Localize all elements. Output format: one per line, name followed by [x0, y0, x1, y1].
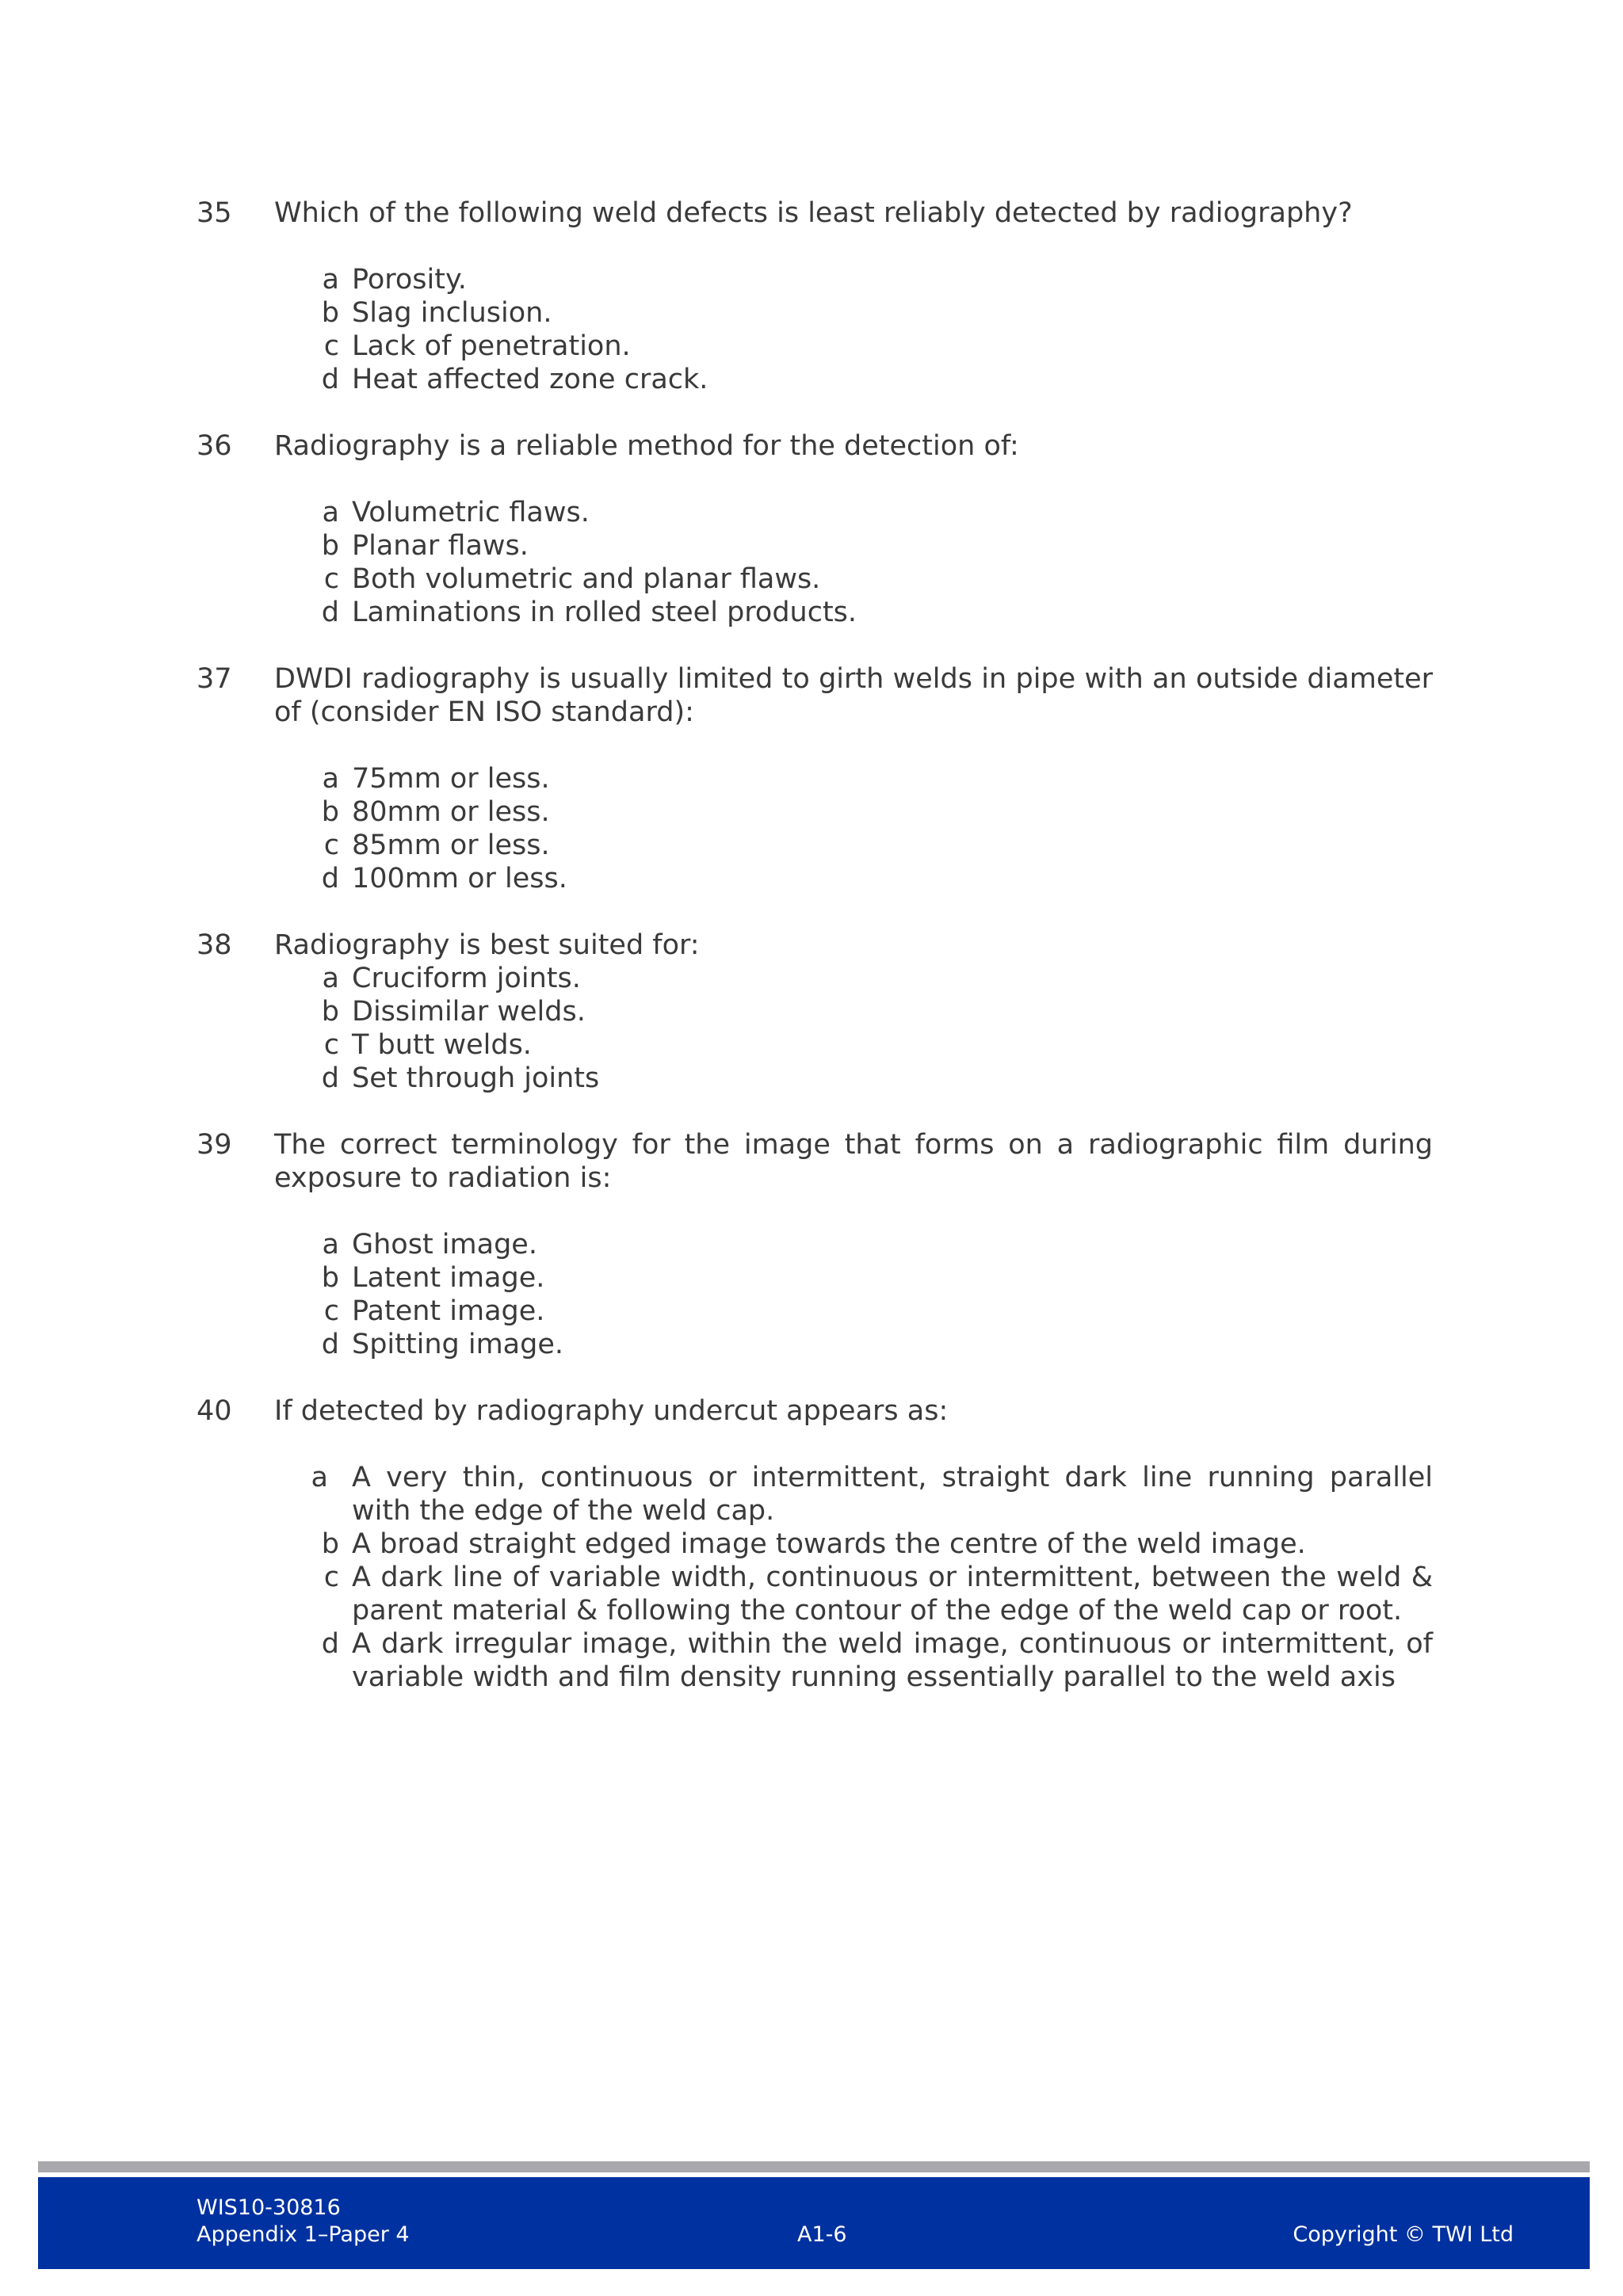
option-text: Lack of penetration.	[352, 330, 631, 362]
answer-option-b	[274, 995, 1433, 1028]
question-text: DWDI radiography is usually limited to girth welds in pipe with an outside diameter of (consider EN ISO standard):	[274, 663, 1433, 728]
option-text: Both volumetric and planar flaws.	[352, 563, 821, 595]
answer-options	[274, 962, 1433, 1095]
answer-option-a	[274, 496, 1433, 529]
answer-option-a	[274, 263, 1433, 296]
option-letter: a	[322, 497, 339, 528]
question-number: 40	[197, 1395, 232, 1427]
answer-options	[274, 1461, 1433, 1694]
option-letter: d	[321, 1329, 339, 1360]
option-letter: a	[322, 963, 339, 994]
answer-option-d	[274, 862, 1433, 895]
question-39	[197, 1128, 1433, 1361]
footer-page-number: A1-6	[797, 2222, 847, 2247]
answer-option-c	[274, 1028, 1433, 1062]
option-text: Volumetric flaws.	[352, 497, 590, 528]
option-text: Ghost image.	[352, 1229, 537, 1261]
answer-option-b	[274, 1527, 1433, 1561]
option-text: Set through joints	[352, 1062, 600, 1094]
option-text: Spitting image.	[352, 1329, 563, 1360]
option-letter: c	[323, 1029, 339, 1061]
question-37	[197, 662, 1433, 895]
option-text: A dark irregular image, within the weld image, continuous or intermittent, of variable width and film density running essentially parallel to the weld axis	[352, 1628, 1433, 1693]
question-40	[197, 1394, 1433, 1694]
option-text: A very thin, continuous or intermittent, straight dark line running parallel with the edge of the weld cap.	[352, 1462, 1433, 1527]
option-letter: b	[321, 996, 339, 1028]
option-text: A broad straight edged image towards the centre of the weld image.	[352, 1528, 1306, 1560]
answer-option-b	[274, 529, 1433, 563]
question-number: 36	[197, 430, 232, 462]
option-letter: c	[323, 1562, 339, 1593]
answer-option-c	[274, 330, 1433, 363]
option-text: Porosity.	[352, 264, 467, 296]
option-letter: a	[322, 264, 339, 296]
answer-options	[274, 762, 1433, 895]
answer-options	[274, 263, 1433, 396]
option-text: Laminations in rolled steel products.	[352, 597, 857, 628]
question-38	[197, 929, 1433, 1095]
option-text: 85mm or less.	[352, 830, 550, 861]
question-number: 35	[197, 197, 232, 229]
question-text: Radiography is a reliable method for the detection of:	[274, 430, 1019, 462]
option-text: T butt welds.	[352, 1029, 532, 1061]
answer-option-c	[274, 1295, 1433, 1328]
footer-copyright: Copyright © TWI Ltd	[1293, 2222, 1514, 2247]
answer-option-a	[274, 762, 1433, 795]
answer-option-c	[274, 1561, 1433, 1627]
answer-option-a	[274, 1461, 1433, 1527]
option-text: Latent image.	[352, 1262, 545, 1294]
footer-doc-info	[197, 2195, 410, 2248]
answer-option-a	[274, 1228, 1433, 1261]
footer-divider	[38, 2161, 1590, 2172]
option-letter: a	[322, 1229, 339, 1261]
option-text: Dissimilar welds.	[352, 996, 586, 1028]
option-letter: b	[321, 1262, 339, 1294]
option-text: Cruciform joints.	[352, 963, 581, 994]
option-text: 75mm or less.	[352, 763, 550, 795]
answer-option-d	[274, 1328, 1433, 1361]
option-text: A dark line of variable width, continuous or intermittent, between the weld & parent material & following the contour of the edge of the weld cap or root.	[352, 1562, 1433, 1627]
answer-option-b	[274, 1261, 1433, 1295]
option-text: 100mm or less.	[352, 863, 567, 894]
option-letter: c	[323, 330, 339, 362]
option-letter: a	[322, 763, 339, 795]
question-text: Which of the following weld defects is least reliably detected by radiography?	[274, 197, 1353, 229]
question-number: 39	[197, 1129, 232, 1161]
option-letter: c	[323, 1295, 339, 1327]
option-letter: b	[321, 796, 339, 828]
option-text: Heat affected zone crack.	[352, 364, 708, 395]
answer-option-a	[274, 962, 1433, 995]
question-36	[197, 429, 1433, 629]
answer-option-b	[274, 795, 1433, 829]
question-35	[197, 196, 1433, 396]
option-letter: a	[311, 1462, 328, 1493]
question-number: 38	[197, 929, 232, 961]
option-letter: d	[321, 1062, 339, 1094]
answer-options	[274, 496, 1433, 629]
page-footer	[38, 2177, 1590, 2269]
option-letter: d	[321, 597, 339, 628]
question-text: If detected by radiography undercut appears as:	[274, 1395, 949, 1427]
footer-doc-code: WIS10-30816	[197, 2195, 341, 2220]
option-letter: b	[321, 530, 339, 562]
option-letter: b	[321, 297, 339, 329]
answer-option-d	[274, 1062, 1433, 1095]
option-letter: d	[321, 1628, 339, 1660]
answer-option-b	[274, 296, 1433, 330]
answer-options	[274, 1228, 1433, 1361]
answer-option-c	[274, 829, 1433, 862]
footer-section: Appendix 1–Paper 4	[197, 2222, 410, 2247]
answer-option-c	[274, 563, 1433, 596]
option-text: Patent image.	[352, 1295, 545, 1327]
question-list	[197, 196, 1433, 1727]
option-text: Planar flaws.	[352, 530, 529, 562]
question-text: Radiography is best suited for:	[274, 929, 700, 961]
option-text: Slag inclusion.	[352, 297, 552, 329]
option-letter: d	[321, 863, 339, 894]
question-text: The correct terminology for the image that forms on a radiographic film during exposure to radiation is:	[274, 1129, 1433, 1194]
answer-option-d	[274, 596, 1433, 629]
answer-option-d	[274, 363, 1433, 396]
option-text: 80mm or less.	[352, 796, 550, 828]
option-letter: b	[321, 1528, 339, 1560]
answer-option-d	[274, 1627, 1433, 1694]
question-number: 37	[197, 663, 232, 695]
option-letter: d	[321, 364, 339, 395]
option-letter: c	[323, 830, 339, 861]
option-letter: c	[323, 563, 339, 595]
